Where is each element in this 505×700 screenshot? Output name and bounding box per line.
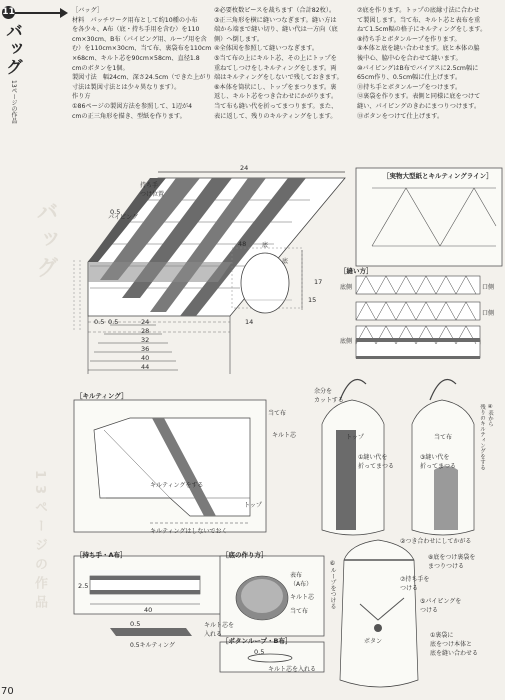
label-24: 24 (240, 164, 249, 172)
label-bottom: 底 (262, 242, 269, 249)
label-loop-05: 0.5 (254, 648, 265, 656)
page-number: 70 (1, 686, 14, 697)
label-kilt-join: ②つき合わせにしてかがる (400, 538, 472, 545)
label-h05: 0.5 (130, 620, 141, 628)
heading-loop: ［ボタンループ・B布］ (222, 637, 292, 645)
label-h40: 40 (144, 606, 153, 614)
label-atefu2: 当て布 (434, 434, 453, 441)
final-piping: ⑤パイピングを つける (420, 598, 462, 614)
label-quilt-top: トップ (244, 502, 262, 509)
instructions-column-3: ⑦底を作ります。トップの底縁寸法に合わせ て製図します。当て布、キルト芯と表布を重 ねて1.5cm幅の格子にキルティングをします。 ⑧持ち手とボタンループを作ります。 ⑨本体と底を縫い合わせます。底と本体の脇 後中心、脇中心を合わせて縫います。 ⑩パイピングはB布でバイアスに2.5cm幅に 65cm作り、0.5cm幅に仕上げます。 ⑪持ち手とボタンループをつけます。 ⑫裏袋を作ります。表側と同様に底をつけて 縫い、パイピングのきわにまつりつけます。 ⑬ボタンをつけて仕上げます。 (357, 7, 487, 120)
sew-label-1: 底側 (340, 284, 353, 291)
label-top2: トップ (346, 434, 364, 441)
chapter-subtitle: 13ページの作品 (10, 80, 17, 124)
final-button: ボタン (364, 638, 383, 645)
label-h25: 2.5 (78, 582, 89, 590)
heading-handle: ［持ち手・A布］ (76, 551, 127, 559)
label-base-kilt: キルト芯 (290, 594, 314, 601)
final-loop: ⑥ループをつける (329, 560, 336, 609)
label-oval-bottom: 底 (282, 258, 289, 265)
final-handle: ⑦持ち手を つける (400, 576, 430, 592)
label-quilt-inner: キルティングをする (150, 482, 204, 489)
instructions-column-1: ［バッグ］ 材料 パッチワーク用布として約10種の小布 を各少々、A布（底・持ち手用を含む）を110 cm×30cm、B布（パイピング用、ループ用を含 む）を110cm×30cm、当て布、裏袋布を110cm ×68cm、キルト芯を90cm×58cm、直径1.8 cmのボタンを1個。 製図寸法 幅24cm、深さ24.5cm（できた上がり 寸法は製図寸法とは少々異なります）。 作り方 ①86ページの製図方法を参照して、1辺が4 cmの正三角形を描き、型紙を作ります。 (72, 7, 212, 120)
label-base-atefu: 当て布 (290, 608, 309, 615)
chapter-title: バッグ (2, 22, 22, 76)
instructions-column-2: ②必要枚数ピースを裁ちます（合計82枚）。 ③正三角形を横に縫いつなぎます。縫い方は 端から端まで縫い切り、縫い代は一方向（底 側）へ倒します。 ④全体図を参照して縫いつなぎます。 ⑤当て布の上にキルト芯、その上にトップを 重ねてしつけをしキルティングをします。両 端はキルティングをしないで残しておきます。 ⑥本体を筒状にし、トップをまつります。裏 返し、キルト芯をつき合わせにかがります。 当て布も縫い代を折ってまつります。また、 表に返して、残りのキルティングをします。 (214, 7, 343, 120)
label-quilt-no: キルティングはしないでおく (150, 528, 228, 535)
heading-quilting: ［キルティング］ (76, 392, 128, 400)
label-15: 15 (308, 296, 317, 304)
sew-label-2: 底側 (340, 338, 353, 345)
sew-label-4: 口側 (482, 310, 495, 317)
heading-actual-size: ［実物大型紙とキルティングライン］ (383, 172, 493, 180)
label-dim-40: 40 (141, 354, 150, 362)
final-lining: ⑧底をつけ裏袋を まつりつける (428, 554, 476, 570)
sew-label-3: 口側 (482, 284, 495, 291)
label-atefu: 当て布 (268, 410, 287, 417)
label-quilt-rest: ④表から 残りのキルティングをする (479, 404, 493, 470)
faded-title: バッグ (33, 200, 58, 284)
label-dim-24: 24 (141, 318, 150, 326)
label-05c: 0.5 (108, 318, 119, 326)
label-48: 48 (238, 240, 247, 248)
label-piping: パイピング (108, 214, 138, 221)
label-dim-44: 44 (141, 363, 150, 371)
label-seam-cut: 余分を カットする (314, 388, 344, 404)
label-fold2: ③縫い代を 折ってまつる (420, 454, 457, 470)
label-loop-note: キルト芯を入れる (268, 666, 316, 673)
label-dim-28: 28 (141, 327, 150, 335)
label-05: 0.5 (110, 208, 121, 216)
label-fold1: ①縫い代を 折ってまつる (358, 454, 395, 470)
label-dim-32: 32 (141, 336, 150, 344)
chapter-number: 11 (2, 7, 15, 17)
label-base-fabric: 表布 （A布） (290, 572, 313, 588)
heading-sewing: ［縫い方］ (340, 267, 373, 275)
final-base: ①裏袋に 底をつけ本体と 底を縫い合わせる (430, 632, 479, 657)
label-dim-36: 36 (141, 345, 150, 353)
heading-base: ［底の作り方］ (222, 551, 268, 559)
label-h05q: 0.5キルティング (130, 642, 175, 649)
label-h-insert: キルト芯を 入れる (204, 622, 234, 638)
label-14: 14 (245, 318, 254, 326)
label-handle-position: 持ち手 つけ位置 (140, 182, 165, 198)
label-kiltshin: キルト芯 (272, 432, 296, 439)
label-17: 17 (314, 278, 323, 286)
faded-subtitle: 13ページの作品 (32, 470, 47, 615)
label-05b: 0.5 (94, 318, 105, 326)
